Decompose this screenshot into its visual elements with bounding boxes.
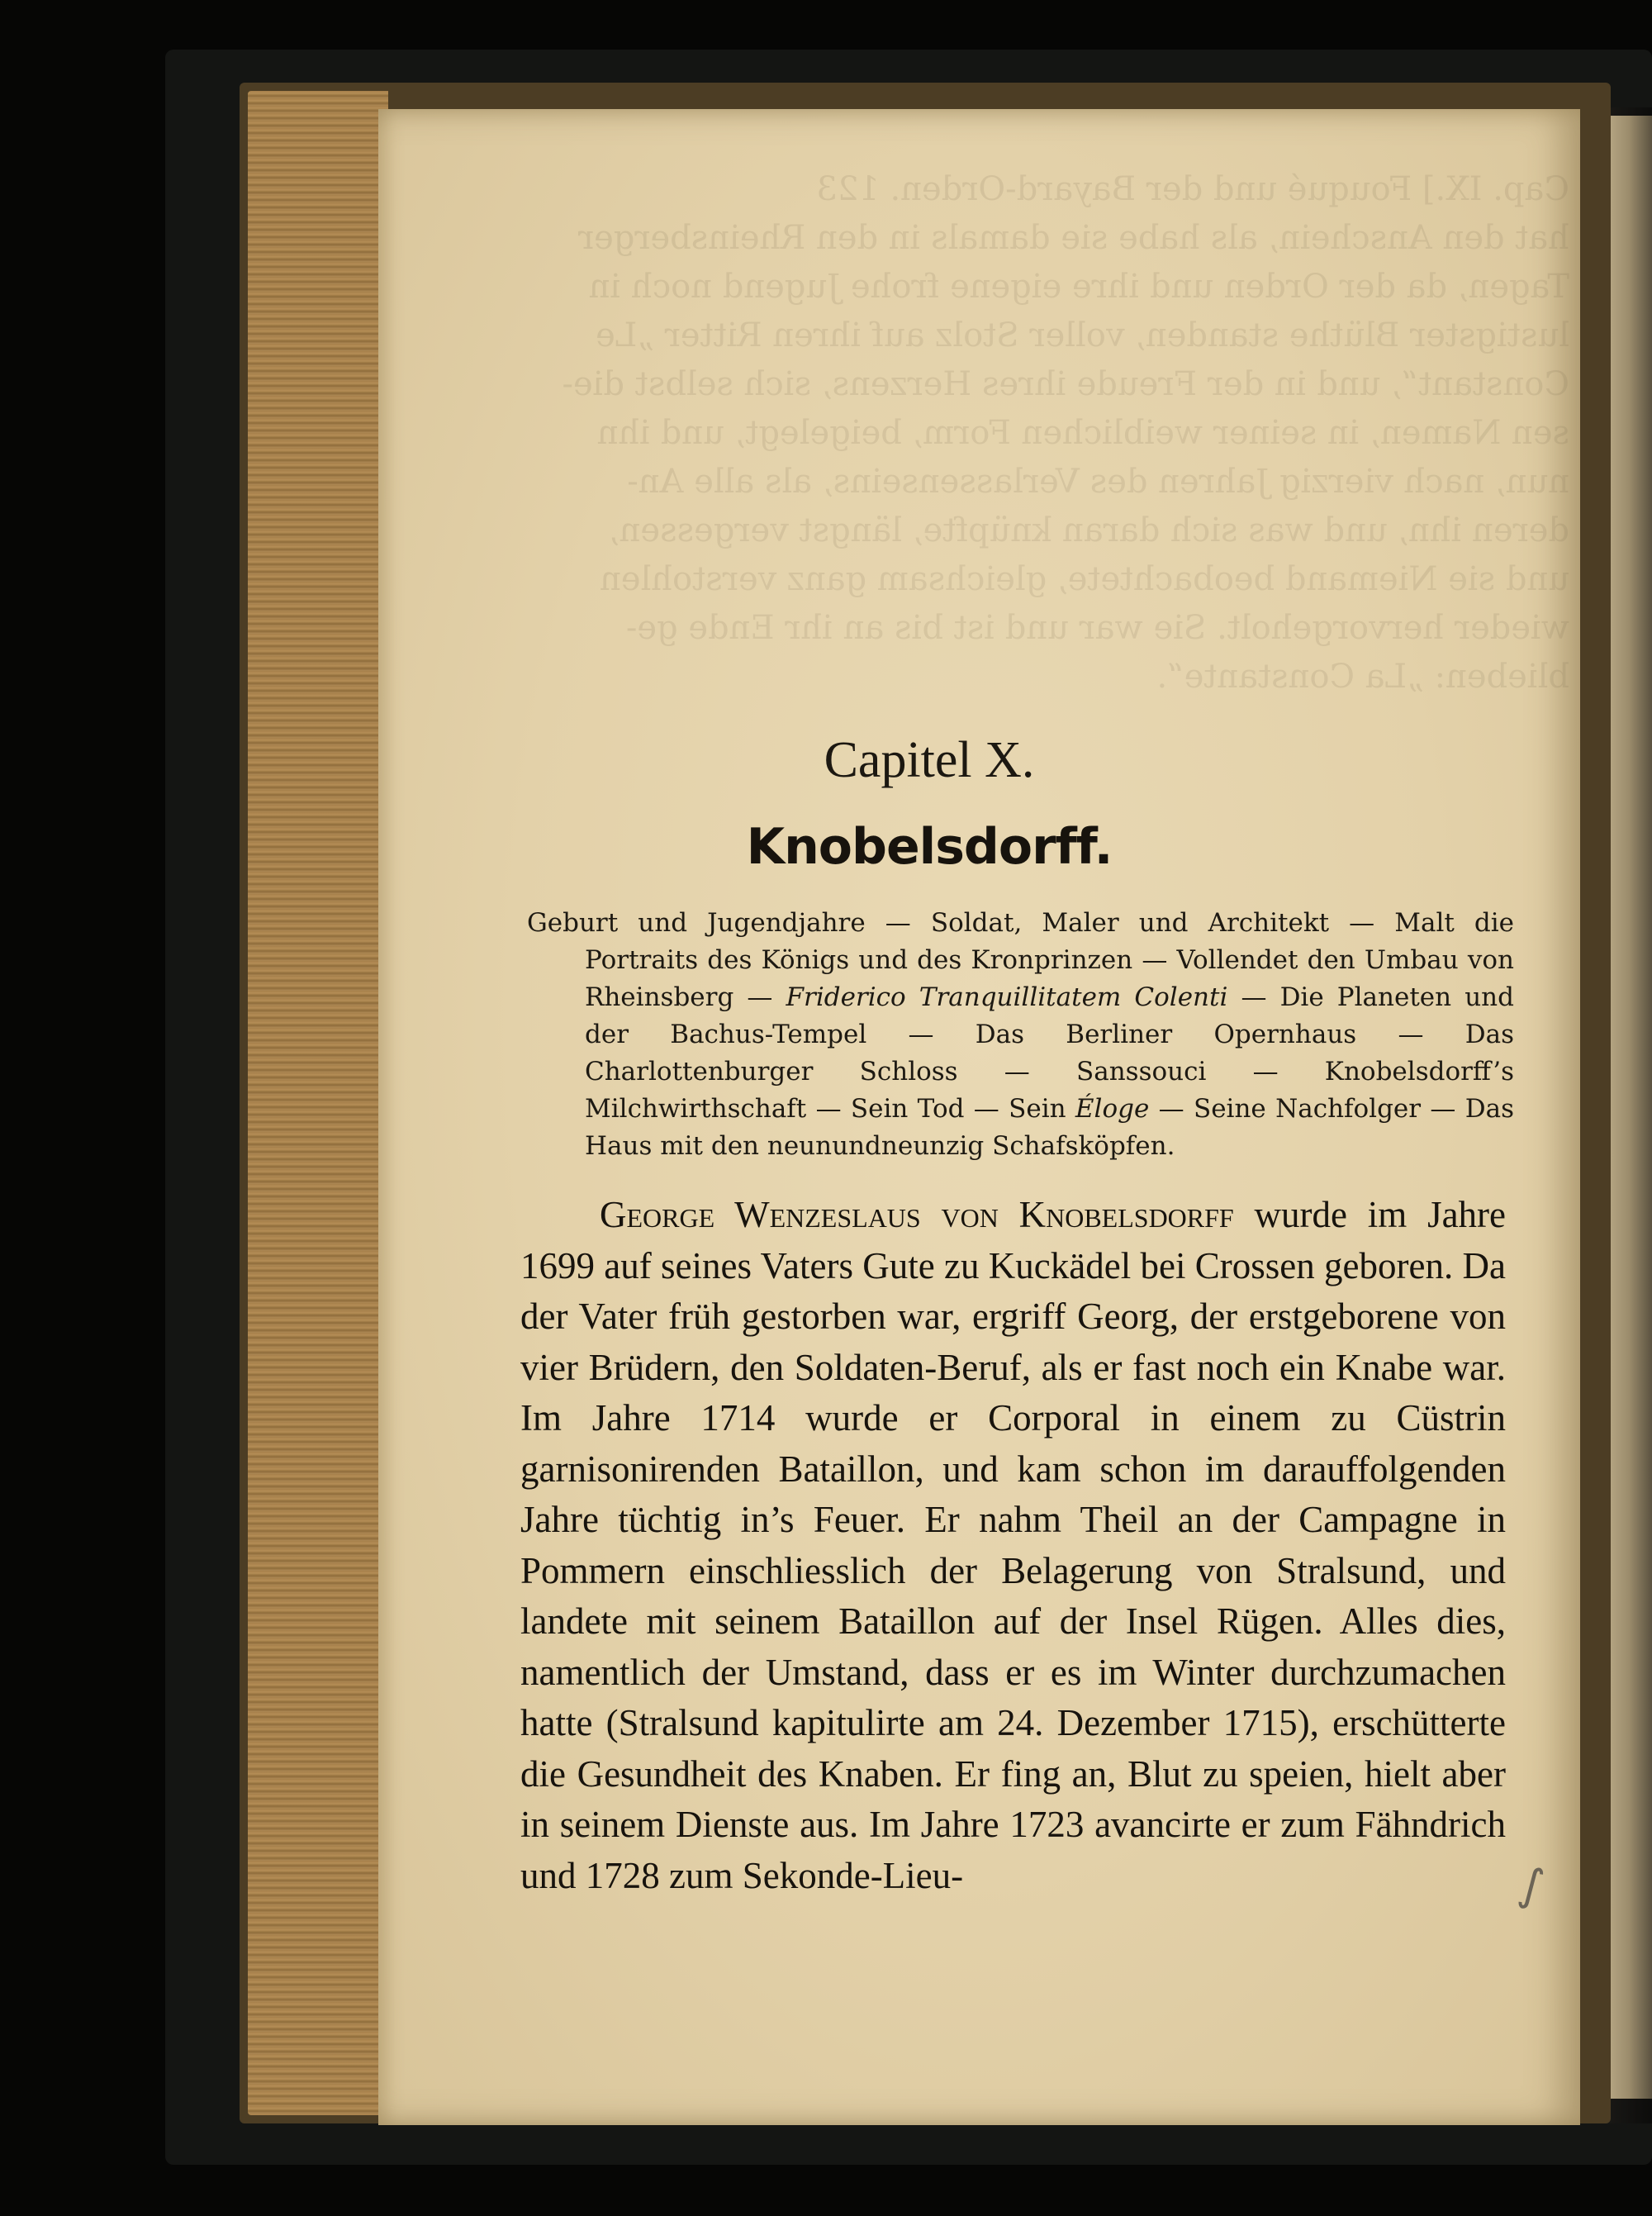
- summary-text: — Die Planeten und der Bachus-Tempel — Das Berliner Opernhaus — Das Charlottenburger Schloss — Sanssouci — Knobelsdorff’s Milchwirthschaft — Sein Tod — Sein: [585, 982, 1514, 1124]
- name-small-caps: George Wenzeslaus von Knobelsdorff: [600, 1194, 1234, 1235]
- summary-italic-eloge: Éloge: [1075, 1094, 1150, 1124]
- body-text: wurde im Jahre 1699 auf seines Vaters Gute zu Kuckädel bei Crossen geboren. Da der Vater früh gestorben war, ergriff Georg, der erstgeborene von vier Brüdern, den Soldaten-Beruf, als er fast noch ein Knabe war. Im Jahre 1714 wurde er Corporal in einem zu Cüstrin garnisonirenden Bataillon, und kam schon im darauffolgenden Jahre tüchtig in’s Feuer. Er nahm Theil an der Campagne in Pommern einschliesslich der Belagerung von Stralsund, und landete mit seinem Bataillon auf der Insel Rügen. Alles dies, namentlich der Umstand, dass er es im Winter durchzumachen hatte (Stralsund kapitulirte am 24. Dezember 1715), erschütterte die Gesundheit des Knaben. Er fing an, Blut zu speien, hielt aber in seinem Dienste aus. Im Jahre 1723 avancirte er zum Fähndrich und 1728 zum Sekonde-Lieu-: [520, 1194, 1507, 1896]
- summary-text: Geburt und Jugendjahre — Soldat, Maler und Architekt — Malt die Portraits des Königs und des Kronprinzen — Vollendet den Umbau von Rheinsberg —: [527, 908, 1514, 1012]
- chapter-number: Capitel X.: [824, 732, 1035, 788]
- body-paragraph: [520, 1190, 1506, 1901]
- pencil-margin-mark: ∫: [1514, 1857, 1549, 1914]
- chapter-title: Knobelsdorff.: [746, 818, 1113, 876]
- summary-text: — Seine Nachfolger — Das Haus mit den neunundneunzig Schafsköpfen.: [585, 1094, 1514, 1161]
- summary-italic-latin: Friderico Tranquillitatem Colenti: [786, 982, 1228, 1012]
- page-fore-edge: [248, 91, 388, 2115]
- chapter-summary: [527, 905, 1514, 1165]
